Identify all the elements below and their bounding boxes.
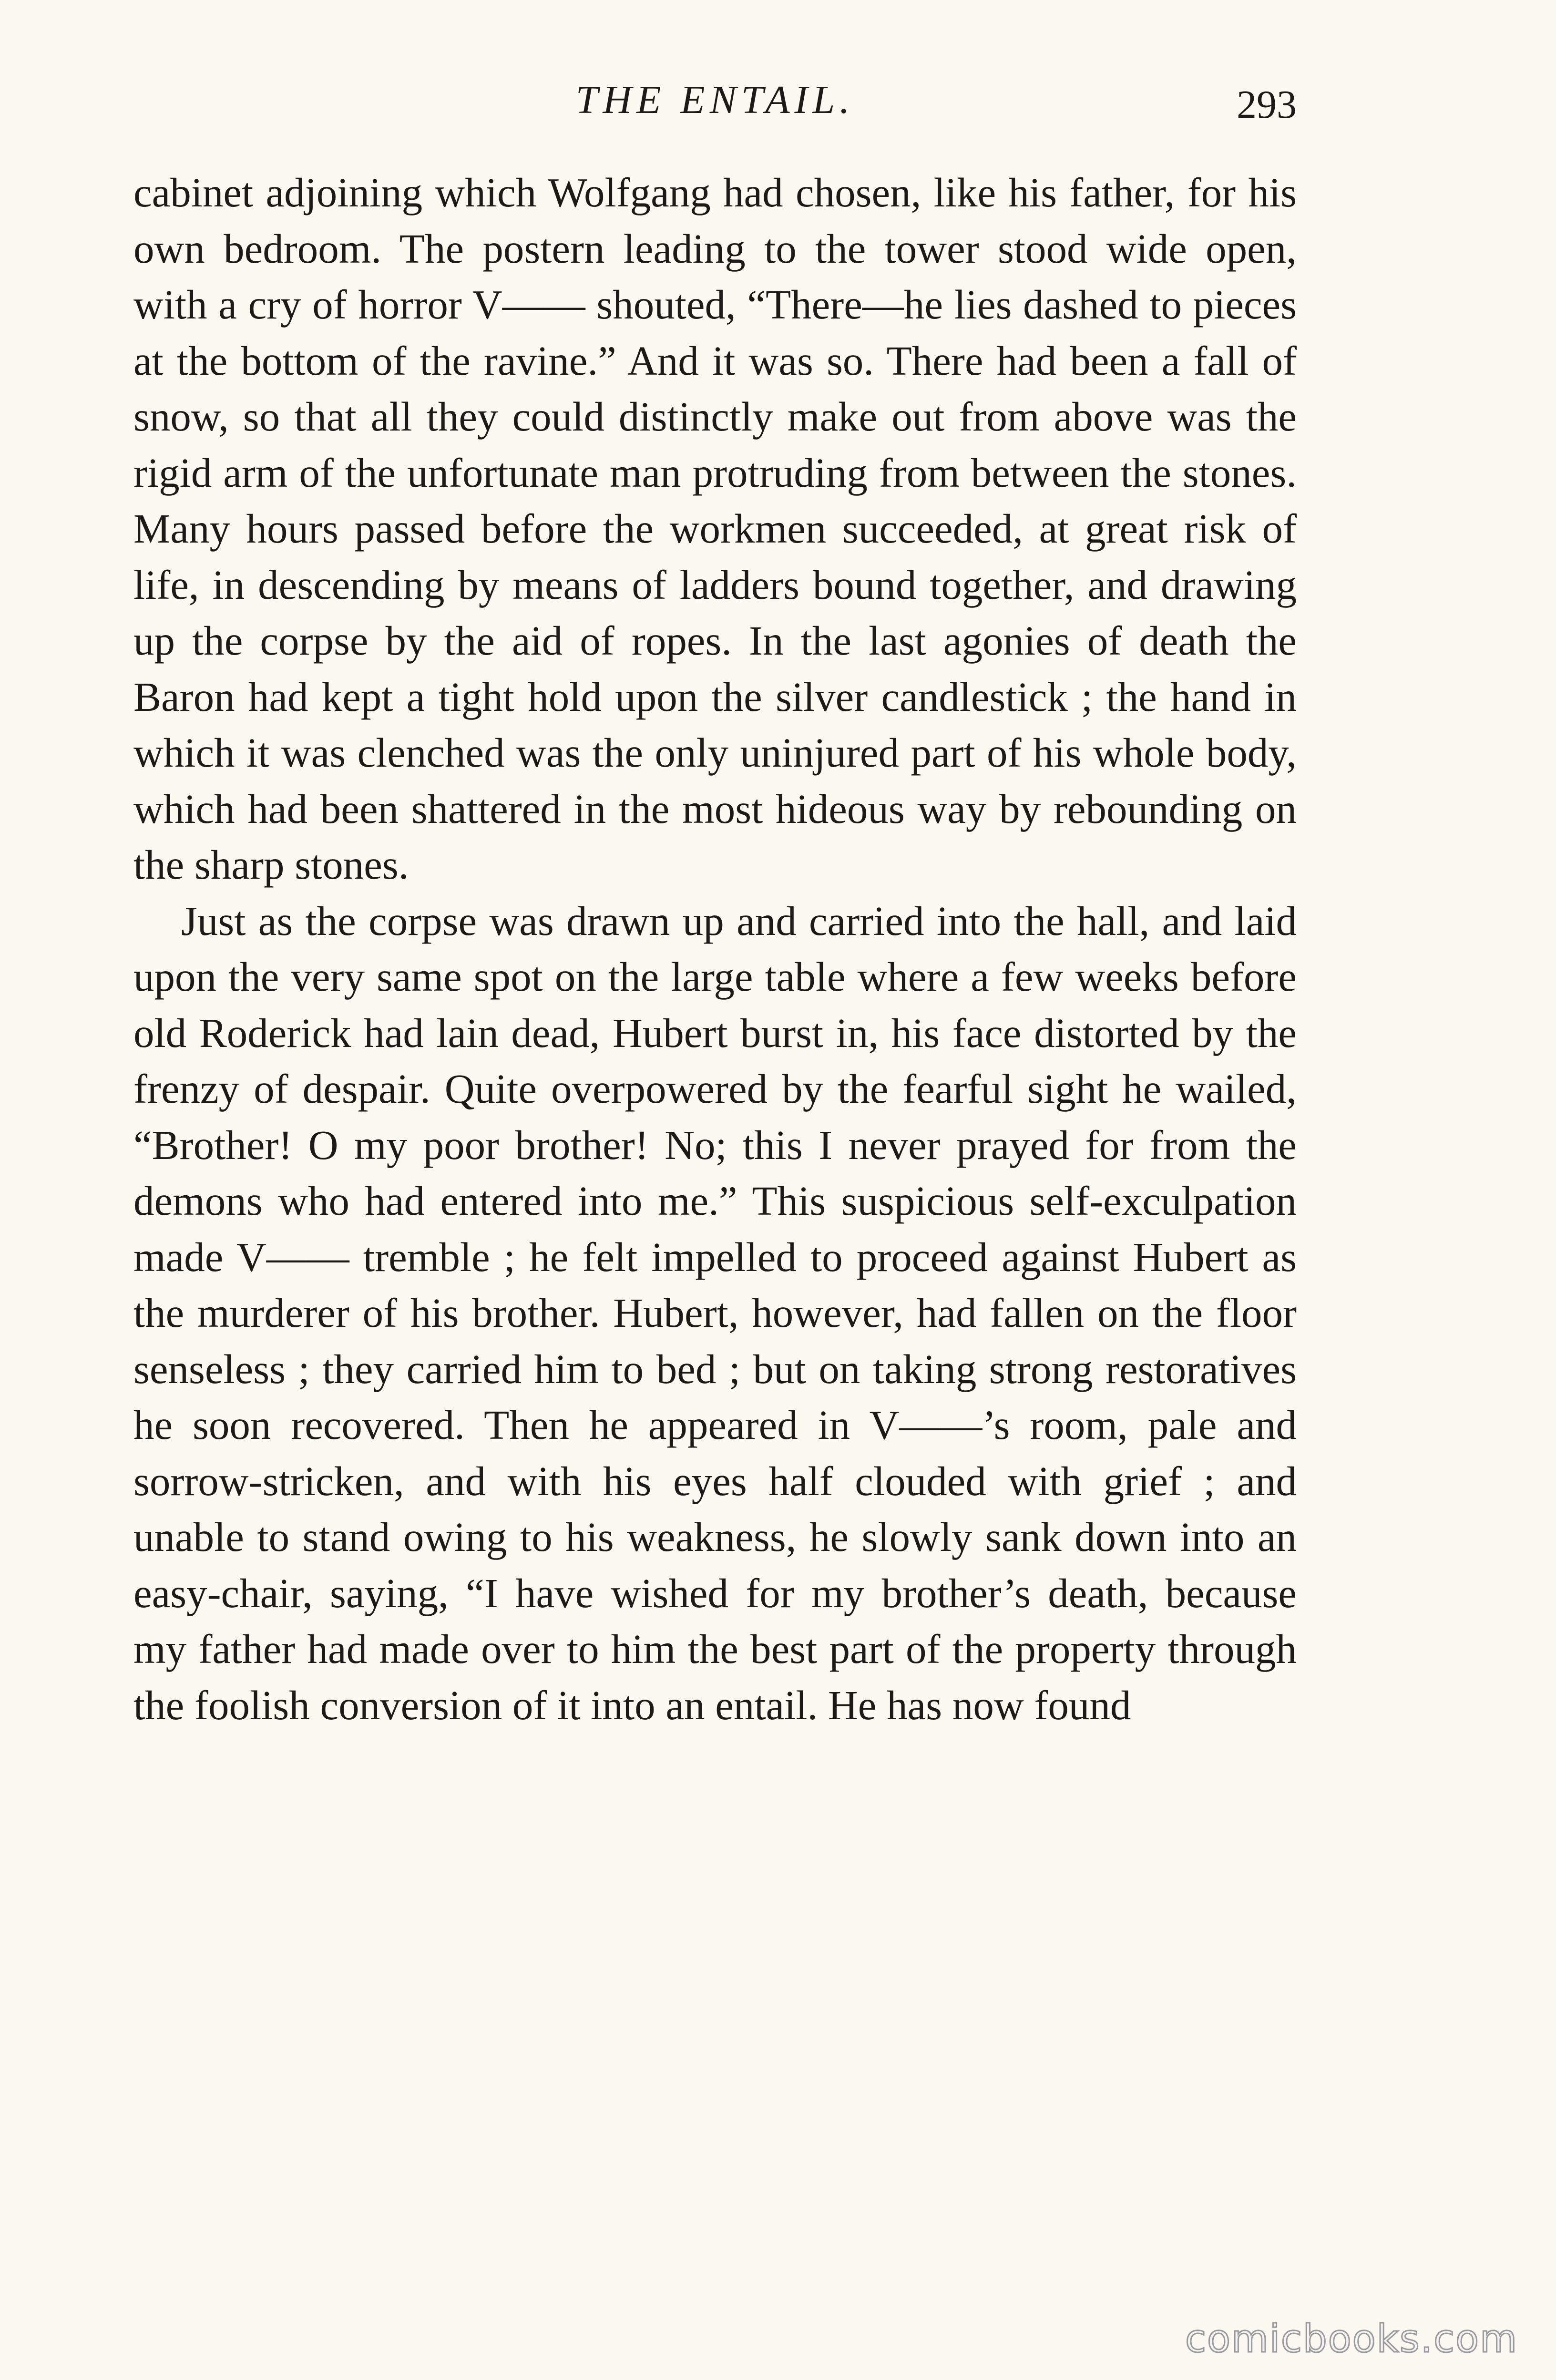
running-head: THE ENTAIL. bbox=[575, 78, 855, 122]
page-number: 293 bbox=[1237, 82, 1297, 127]
page-header bbox=[133, 72, 1297, 129]
page-body bbox=[133, 164, 1297, 1733]
paragraph: Just as the corpse was drawn up and carried into the hall, and laid upon the very same spot on the large table where a few weeks before old Roderick had lain dead, Hubert burst in, his face distorted by the frenzy of despair. Quite overpowered by the fearful sight he wailed, “Brother! O my poor brother! No; this I never prayed for from the demons who had entered into me.” This suspicious self-exculpation made V—— tremble ; he felt impelled to proceed against Hubert as the murderer of his brother. Hubert, however, had fallen on the floor senseless ; they carried him to bed ; but on taking strong restoratives he soon recovered. Then he appeared in V——’s room, pale and sorrow-stricken, and with his eyes half clouded with grief ; and unable to stand owing to his weakness, he slowly sank down into an easy-chair, saying, “I have wished for my brother’s death, because my father had made over to him the best part of the property through the foolish conversion of it into an entail. He has now found bbox=[133, 897, 1297, 1728]
paragraph: cabinet adjoining which Wolfgang had chosen, like his father, for his own bedroom. The postern leading to the tower stood wide open, with a cry of horror V—— shouted, “There—he lies dashed to pieces at the bottom of the ravine.” And it was so. There had been a fall of snow, so that all they could distinctly make out from above was the rigid arm of the unfortunate man protruding from between the stones. Many hours passed before the workmen succeeded, at great risk of life, in descending by means of ladders bound together, and drawing up the corpse by the aid of ropes. In the last agonies of death the Baron had kept a tight hold upon the silver candlestick ; the hand in which it was clenched was the only uninjured part of his whole body, which had been shattered in the most hideous way by rebounding on the sharp stones. bbox=[133, 169, 1297, 888]
watermark: comicbooks.com bbox=[1185, 2317, 1518, 2361]
